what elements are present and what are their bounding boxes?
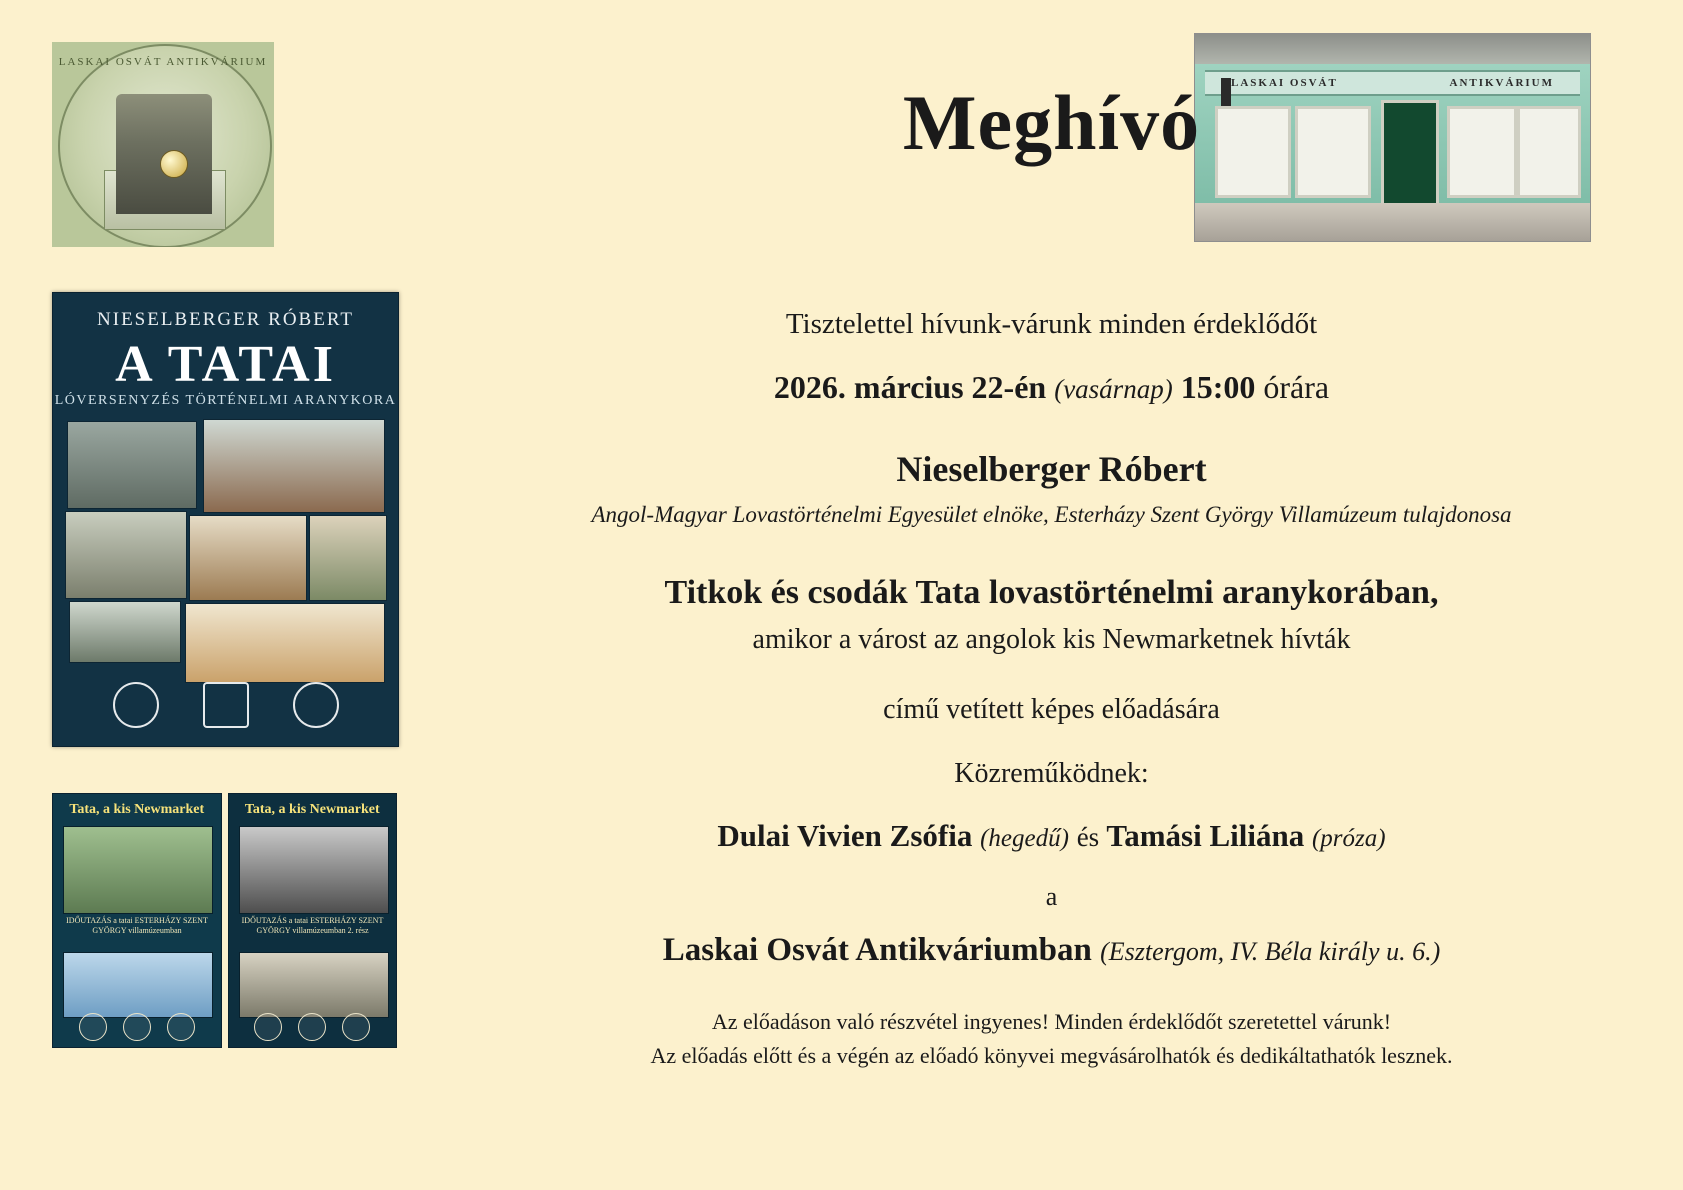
lecture-subtitle: amikor a várost az angolok kis Newmarketnek hívták: [752, 624, 1351, 655]
collage-photo: [65, 511, 187, 599]
shop-sign-right-text: ANTIKVÁRIUM: [1449, 77, 1554, 89]
emblem-icon: [342, 1013, 370, 1041]
emblem-icon: [254, 1013, 282, 1041]
book-right-caption: IDŐUTAZÁS a tatai ESTERHÁZY SZENT GYÖRGY villamúzeumban 2. rész: [241, 916, 384, 935]
book-right-photo-top: [239, 826, 389, 914]
emblem-icon: [167, 1013, 195, 1041]
emblem-icon: [123, 1013, 151, 1041]
performers-conjunction: és: [1076, 822, 1100, 852]
book-left-caption: IDŐUTAZÁS a tatai ESTERHÁZY SZENT GYÖRGY villamúzeumban: [66, 916, 208, 935]
book-main-subtitle: LÓVERSENYZÉS TÖRTÉNELMI ARANYKORA: [54, 393, 397, 408]
book-right-emblems: [229, 1013, 397, 1041]
page-title: Meghívó: [902, 79, 1201, 166]
book-cover-pair: [52, 793, 397, 1046]
collage-photo: [67, 421, 197, 509]
book-cover-right: [228, 793, 398, 1048]
performer-two-role: (próza): [1311, 825, 1386, 852]
performer-one-role: (hegedű): [980, 825, 1069, 852]
note-book-sales: Az előadás előtt és a végén az előadó könyvei megvásárolhatók és dedikáltathatók lesznek.: [650, 1043, 1453, 1068]
speaker-credentials: Angol-Magyar Lovastörténelmi Egyesület elnöke, Esterházy Szent György Villamúzeum tulajdonosa: [591, 502, 1512, 527]
book-main-author: NIESELBERGER RÓBERT: [97, 309, 354, 330]
event-datetime-line: [420, 369, 1683, 406]
book-main-title: A TATAI: [115, 336, 336, 393]
lecture-kind: című vetített képes előadására: [883, 694, 1220, 725]
collage-photo: [189, 515, 307, 601]
book-cover-left: [52, 793, 222, 1048]
performer-one-name: Dulai Vivien Zsófia: [717, 818, 973, 853]
seal-logo: [52, 42, 274, 247]
shop-sign-left-text: LASKAI OSVÁT: [1231, 77, 1338, 89]
emblem-icon: [113, 682, 159, 728]
collage-photo: [309, 515, 387, 601]
venue-name: Laskai Osvát Antikváriumban: [662, 932, 1092, 968]
book-right-photo-bottom: [239, 952, 389, 1018]
lecture-title: Titkok és csodák Tata lovastörténelmi aranykorában,: [664, 574, 1439, 611]
venue-connector: a: [1045, 882, 1058, 911]
book-left-photo-top: [63, 826, 213, 914]
note-free-entry: Az előadáson való részvétel ingyenes! Minden érdeklődőt szeretettel várunk!: [711, 1009, 1392, 1034]
book-left-photo-bottom: [63, 952, 213, 1018]
emblem-icon: [293, 682, 339, 728]
book-main-emblems: [53, 682, 398, 728]
performer-two-name: Tamási Liliána: [1106, 818, 1305, 853]
emblem-icon: [298, 1013, 326, 1041]
event-date: 2026. március 22-én: [773, 369, 1047, 405]
welcome-line: Tisztelettel hívunk-várunk minden érdeklődőt: [785, 308, 1318, 340]
invitation-text-block: [420, 0, 1683, 1190]
event-time-suffix: órára: [1263, 369, 1330, 405]
book-cover-main: [52, 292, 399, 747]
collage-photo: [69, 601, 181, 663]
collage-photo: [185, 603, 385, 683]
seal-ring-text: LASKAI OSVÁT ANTIKVÁRIUM: [58, 56, 268, 68]
contributors-label: Közreműködnek:: [954, 758, 1149, 789]
speaker-name: Nieselberger Róbert: [896, 449, 1207, 489]
emblem-icon: [203, 682, 249, 728]
venue-line: [420, 932, 1683, 969]
event-day-note: (vasárnap): [1054, 374, 1173, 404]
book-right-title: Tata, a kis Newmarket: [244, 802, 380, 817]
book-main-collage: [63, 419, 388, 687]
venue-address: (Esztergom, IV. Béla király u. 6.): [1100, 937, 1441, 966]
book-left-emblems: [53, 1013, 221, 1041]
emblem-icon: [79, 1013, 107, 1041]
collage-photo: [203, 419, 385, 513]
event-time: 15:00: [1180, 369, 1256, 405]
performers-line: [420, 818, 1683, 854]
book-left-title: Tata, a kis Newmarket: [69, 802, 205, 817]
seal-globe-icon: [160, 150, 188, 178]
